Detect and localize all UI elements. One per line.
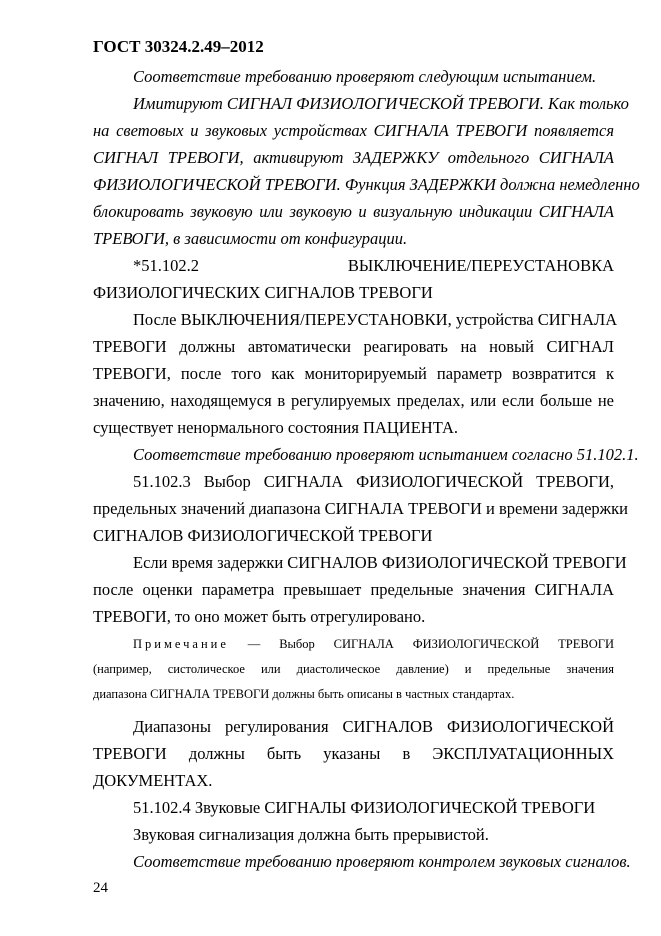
page-number: 24	[93, 880, 108, 896]
text-line: Соответствие требованию проверяют следующим испытанием.	[133, 67, 597, 86]
text-line: существует ненормального состояния ПАЦИЕНТА.	[93, 418, 459, 437]
note-text: — Выбор СИГНАЛА ФИЗИОЛОГИЧЕСКОЙ ТРЕВОГИ	[247, 637, 615, 651]
text-line: ТРЕВОГИ должны быть указаны в ЭКСПЛУАТАЦИОННЫХ	[93, 744, 614, 763]
document-header: ГОСТ 30324.2.49–2012	[93, 37, 264, 56]
text-line: ФИЗИОЛОГИЧЕСКОЙ ТРЕВОГИ. Функция ЗАДЕРЖКИ должна немедленно	[93, 175, 640, 194]
text-line: блокировать звуковую или звуковую и визуальную индикации СИГНАЛА	[93, 202, 614, 221]
text-line: диапазона СИГНАЛА ТРЕВОГИ должны быть описаны в частных стандартах.	[93, 687, 515, 701]
text-line: значению, находящемуся в регулируемых пределах, или если больше не	[93, 391, 614, 410]
paragraph	[93, 306, 618, 441]
text-line: ТРЕВОГИ, в зависимости от конфигурации.	[93, 229, 408, 248]
paragraph	[93, 90, 640, 252]
text-line: Имитируют СИГНАЛ ФИЗИОЛОГИЧЕСКОЙ ТРЕВОГИ. Как только	[133, 94, 629, 113]
text-line: 51.102.4 Звуковые СИГНАЛЫ ФИЗИОЛОГИЧЕСКОЙ ТРЕВОГИ	[133, 798, 596, 817]
text-line: после оценки параметра превышает предельные значения СИГНАЛА	[93, 580, 614, 599]
paragraph	[93, 63, 614, 90]
paragraph	[93, 549, 627, 630]
note-label: Примечание	[133, 637, 229, 651]
paragraph	[93, 848, 631, 875]
text-line: (например, систолическое или диастолическое давление) и предельные значения	[93, 662, 614, 676]
text-line: ТРЕВОГИ, после того как мониторируемый параметр возвратится к	[93, 364, 614, 383]
text-line	[93, 632, 614, 657]
text-line: 51.102.3 Выбор СИГНАЛА ФИЗИОЛОГИЧЕСКОЙ ТРЕВОГИ,	[133, 472, 614, 491]
text-line: предельных значений диапазона СИГНАЛА ТРЕВОГИ и времени задержки	[93, 499, 628, 518]
note-paragraph	[93, 632, 614, 707]
text-line: СИГНАЛ ТРЕВОГИ, активируют ЗАДЕРЖКУ отдельного СИГНАЛА	[93, 148, 614, 167]
document-body	[93, 63, 640, 875]
text-line: Диапазоны регулирования СИГНАЛОВ ФИЗИОЛОГИЧЕСКОЙ	[133, 717, 614, 736]
text-line: на световых и звуковых устройствах СИГНАЛА ТРЕВОГИ появляется	[93, 121, 614, 140]
paragraph	[93, 794, 614, 821]
paragraph	[93, 441, 639, 468]
text-line: ФИЗИОЛОГИЧЕСКИХ СИГНАЛОВ ТРЕВОГИ	[93, 283, 433, 302]
text-line: После ВЫКЛЮЧЕНИЯ/ПЕРЕУСТАНОВКИ, устройства СИГНАЛА	[133, 310, 618, 329]
text-line: ТРЕВОГИ должны автоматически реагировать на новый СИГНАЛ	[93, 337, 614, 356]
text-line: Звуковая сигнализация должна быть прерывистой.	[133, 825, 489, 844]
paragraph	[93, 252, 614, 306]
text-line: Соответствие требованию проверяют контролем звуковых сигналов.	[133, 852, 631, 871]
text-line: СИГНАЛОВ ФИЗИОЛОГИЧЕСКОЙ ТРЕВОГИ	[93, 526, 433, 545]
paragraph	[93, 713, 614, 794]
text-line: ДОКУМЕНТАХ.	[93, 771, 213, 790]
text-line: Соответствие требованию проверяют испытанием согласно 51.102.1.	[133, 445, 639, 464]
paragraph	[93, 468, 628, 549]
text-line: ТРЕВОГИ, то оно может быть отрегулировано.	[93, 607, 426, 626]
paragraph	[93, 821, 614, 848]
text-line: *51.102.2 ВЫКЛЮЧЕНИЕ/ПЕРЕУСТАНОВКА	[133, 256, 614, 275]
text-line: Если время задержки СИГНАЛОВ ФИЗИОЛОГИЧЕСКОЙ ТРЕВОГИ	[133, 553, 627, 572]
